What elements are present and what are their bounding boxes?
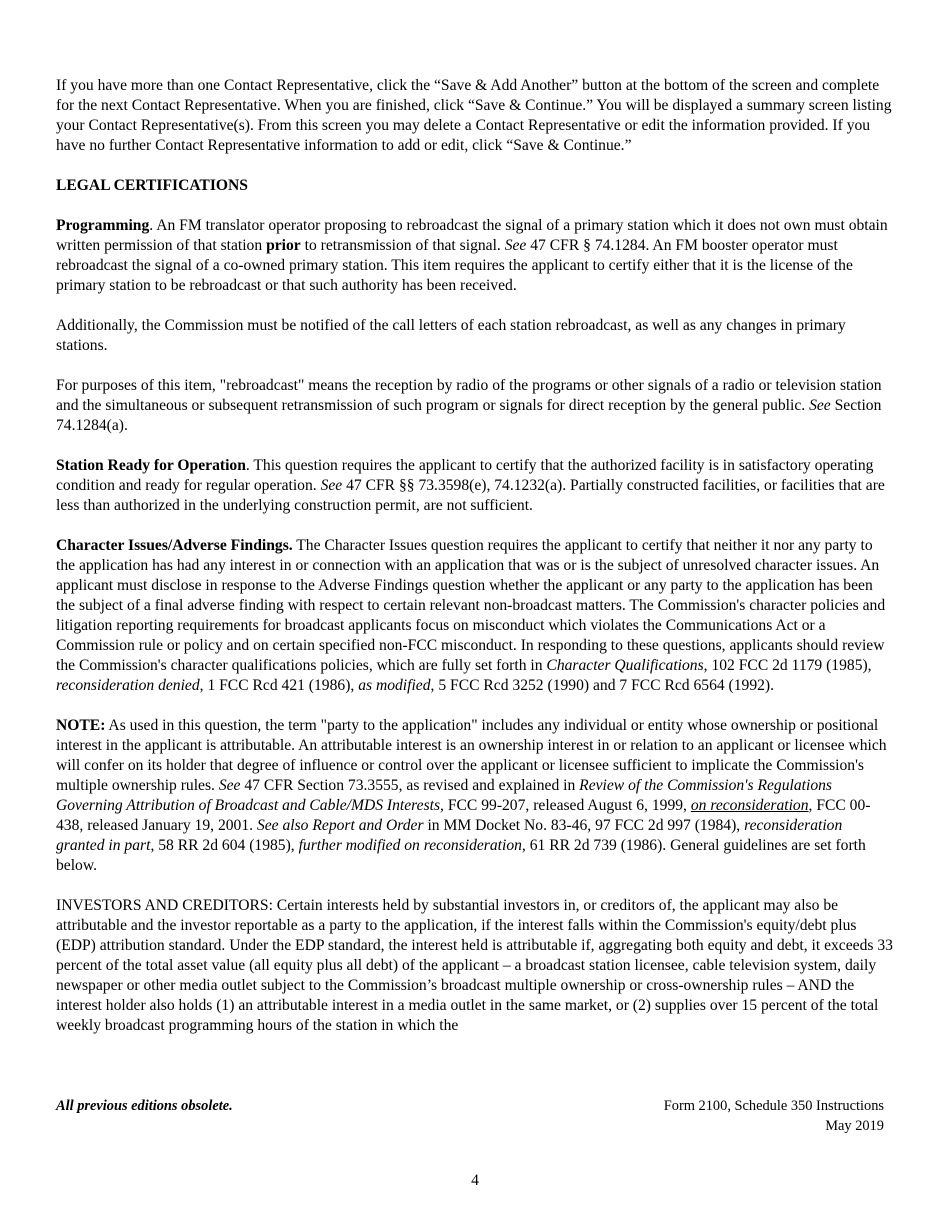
additionally-paragraph: Additionally, the Commission must be notified of the call letters of each station rebroadcast, as well as any changes in primary stations. — [56, 317, 846, 354]
programming-title: Programming — [56, 217, 150, 234]
intro-paragraph: If you have more than one Contact Representative, click the “Save & Add Another” button at the bottom of the screen and complete for the next Contact Representative. When you are finished, click “Save & Continue.” You will be displayed a summary screen listing your Contact Representative(s). From this screen you may delete a Contact Representative or edit the information provided. If you have no further Contact Representative information to add or edit, click “Save & Continue.” — [56, 77, 892, 154]
programming-paragraph: Programming. An FM translator operator proposing to rebroadcast the signal of a primary station which it does not own must obtain written permission of that station prior to retransmission of that signal. See 47 CFR § 74.1284. An FM booster operator must rebroadcast the signal of a co-owned primary station. This item requires the applicant to certify either that it is the license of the primary station to be rebroadcast or that such authority has been received. — [56, 217, 888, 294]
footer-form-date: May 2019 — [825, 1117, 884, 1134]
legal-certifications-heading: LEGAL CERTIFICATIONS — [56, 177, 248, 194]
character-issues-paragraph: Character Issues/Adverse Findings. The Character Issues question requires the applicant to certify that neither it nor any party to the application has had any interest in or connection with an application that was or is the subject of unresolved character issues. An applicant must disclose in response to the Adverse Findings question whether the applicant or any party to the application has been the subject of a final adverse finding with respect to certain relevant non-broadcast matters. The Commission's character policies and litigation reporting requirements for broadcast applicants focus on misconduct which violates the Communications Act or a Commission rule or policy and on certain specified non-FCC misconduct. In responding to these questions, applicants should review the Commission's character qualifications policies, which are fully set forth in Character Qualifications, 102 FCC 2d 1179 (1985), reconsideration denied, 1 FCC Rcd 421 (1986), as modified, 5 FCC Rcd 3252 (1990) and 7 FCC Rcd 6564 (1992). — [56, 537, 886, 694]
character-issues-title: Character Issues/Adverse Findings. — [56, 537, 293, 554]
footer-editions-note: All previous editions obsolete. — [56, 1098, 233, 1114]
page-number: 4 — [471, 1172, 479, 1189]
document-body — [56, 76, 894, 1056]
footer-form-info — [664, 1097, 884, 1136]
investors-creditors-paragraph: INVESTORS AND CREDITORS: Certain interests held by substantial investors in, or creditors of, the applicant may also be attributable and the investor reportable as a party to the application, if the interest falls within the Commission's equity/debt plus (EDP) attribution standard. Under the EDP standard, the interest held is attributable if, aggregating both equity and debt, it exceeds 33 percent of the total asset value (all equity plus all debt) of the applicant – a broadcast station licensee, cable television system, daily newspaper or other media outlet subject to the Commission’s broadcast multiple ownership or cross-ownership rules – AND the interest holder also holds (1) an attributable interest in a media outlet in the same market, or (2) supplies over 15 percent of the total weekly broadcast programming hours of the station in which the — [56, 897, 893, 1034]
footer-form-title: Form 2100, Schedule 350 Instructions — [663, 1098, 884, 1114]
note-paragraph: NOTE: As used in this question, the term "party to the application" includes any individual or entity whose ownership or positional interest in the applicant is attributable. An attributable interest is an ownership interest in or relation to an applicant or licensee which will confer on its holder that degree of influence or control over the applicant or licensee sufficient to implicate the Commission's multiple ownership rules. See 47 CFR Section 73.3555, as revised and explained in Review of the Commission's Regulations Governing Attribution of Broadcast and Cable/MDS Interests, FCC 99-207, released August 6, 1999, on reconsideration, FCC 00-438, released January 19, 2001. See also Report and Order in MM Docket No. 83-46, 97 FCC 2d 997 (1984), reconsideration granted in part, 58 RR 2d 604 (1985), further modified on reconsideration, 61 RR 2d 739 (1986). General guidelines are set forth below. — [56, 717, 887, 874]
note-title: NOTE: — [56, 717, 106, 734]
station-ready-title: Station Ready for Operation — [56, 457, 246, 474]
station-ready-paragraph: Station Ready for Operation. This question requires the applicant to certify that the authorized facility is in satisfactory operating condition and ready for regular operation. See 47 CFR §§ 73.3598(e), 74.1232(a). Partially constructed facilities, or facilities that are less than authorized in the underlying construction permit, are not sufficient. — [56, 457, 885, 514]
rebroadcast-definition-paragraph: For purposes of this item, "rebroadcast" means the reception by radio of the programs or other signals of a radio or television station and the simultaneous or subsequent retransmission of such program or signals for direct reception by the general public. See Section 74.1284(a). — [56, 377, 882, 434]
